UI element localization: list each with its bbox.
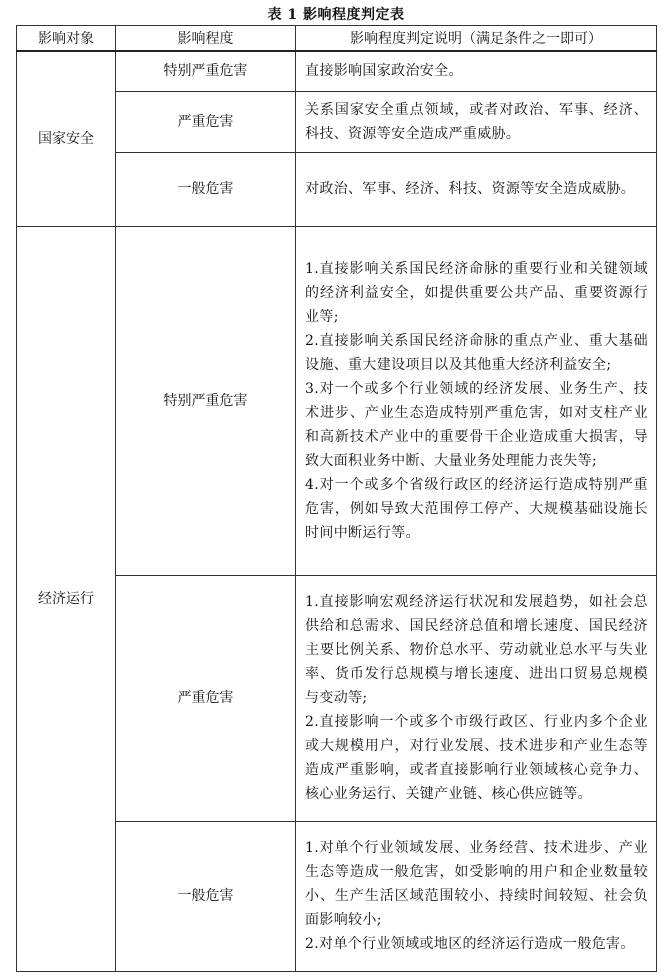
header-level: 影响程度 — [116, 26, 296, 52]
level-cell: 特别严重危害 — [116, 226, 296, 575]
level-cell: 严重危害 — [116, 575, 296, 821]
table-row — [17, 51, 657, 91]
table-caption: 表 1 影响程度判定表 — [267, 7, 405, 23]
object-cell-economic-operation: 经济运行 — [17, 226, 116, 971]
desc-cell — [296, 51, 657, 91]
desc-item: 关系国家安全重点领域，或者对政治、军事、经济、科技、资源等安全造成严重威胁。 — [305, 101, 648, 142]
object-cell-national-security: 国家安全 — [17, 51, 116, 226]
desc-item: 4.对一个或多个省级行政区的经济运行造成特别严重危害，例如导致大范围停工停产、大规模基础设施长时间中断运行等。 — [305, 476, 648, 541]
desc-item: 1.直接影响宏观经济运行状况和发展趋势，如社会总供给和总需求、国民经济总值和增长速度、国民经济主要比例关系、物价总水平、劳动就业总水平与失业率、货币发行总规模与增长速度、进出口贸易总规模与变动等; — [305, 594, 648, 706]
desc-item: 1.对单个行业领域发展、业务经营、技术进步、产业生态等造成一般危害，如受影响的用户和企业数量较小、生产生活区域范围较小、持续时间较短、社会负面影响较小; — [305, 840, 648, 928]
desc-item: 2.直接影响一个或多个市级行政区、行业内多个企业或大规模用户，对行业发展、技术进步和产业生态等造成严重影响，或者直接影响行业领域核心竞争力、核心业务运行、关键产业链、核心供应链等。 — [305, 714, 648, 802]
desc-cell — [296, 91, 657, 152]
desc-cell — [296, 575, 657, 821]
header-desc: 影响程度判定说明（满足条件之一即可） — [296, 26, 657, 52]
header-object: 影响对象 — [17, 26, 116, 52]
desc-item: 对政治、军事、经济、科技、资源等安全造成威胁。 — [305, 181, 636, 197]
desc-item: 3.对一个或多个行业领域的经济发展、业务生产、技术进步、产业生态造成特别严重危害，如对支柱产业和高新技术产业中的重要骨干企业造成重大损害，导致大面积业务中断、大量业务处理能力丧失等; — [305, 380, 648, 469]
desc-item: 直接影响国家政治安全。 — [305, 63, 463, 80]
desc-item: 2.对单个行业领域或地区的经济运行造成一般危害。 — [305, 936, 635, 952]
desc-cell — [296, 821, 657, 971]
level-cell: 一般危害 — [116, 152, 296, 226]
level-cell: 一般危害 — [116, 821, 296, 971]
level-cell: 特别严重危害 — [116, 51, 296, 91]
desc-item: 1.直接影响关系国民经济命脉的重要行业和关键领域的经济利益安全，如提供重要公共产品、重要资源行业等; — [305, 260, 648, 325]
desc-cell — [296, 226, 657, 575]
desc-cell — [296, 152, 657, 226]
impact-level-table — [16, 25, 657, 972]
desc-item: 2.直接影响关系国民经济命脉的重点产业、重大基础设施、重大建设项目以及其他重大经济利益安全; — [305, 332, 648, 373]
level-cell: 严重危害 — [116, 91, 296, 152]
table-row — [17, 226, 657, 575]
table-header-row — [17, 26, 657, 52]
